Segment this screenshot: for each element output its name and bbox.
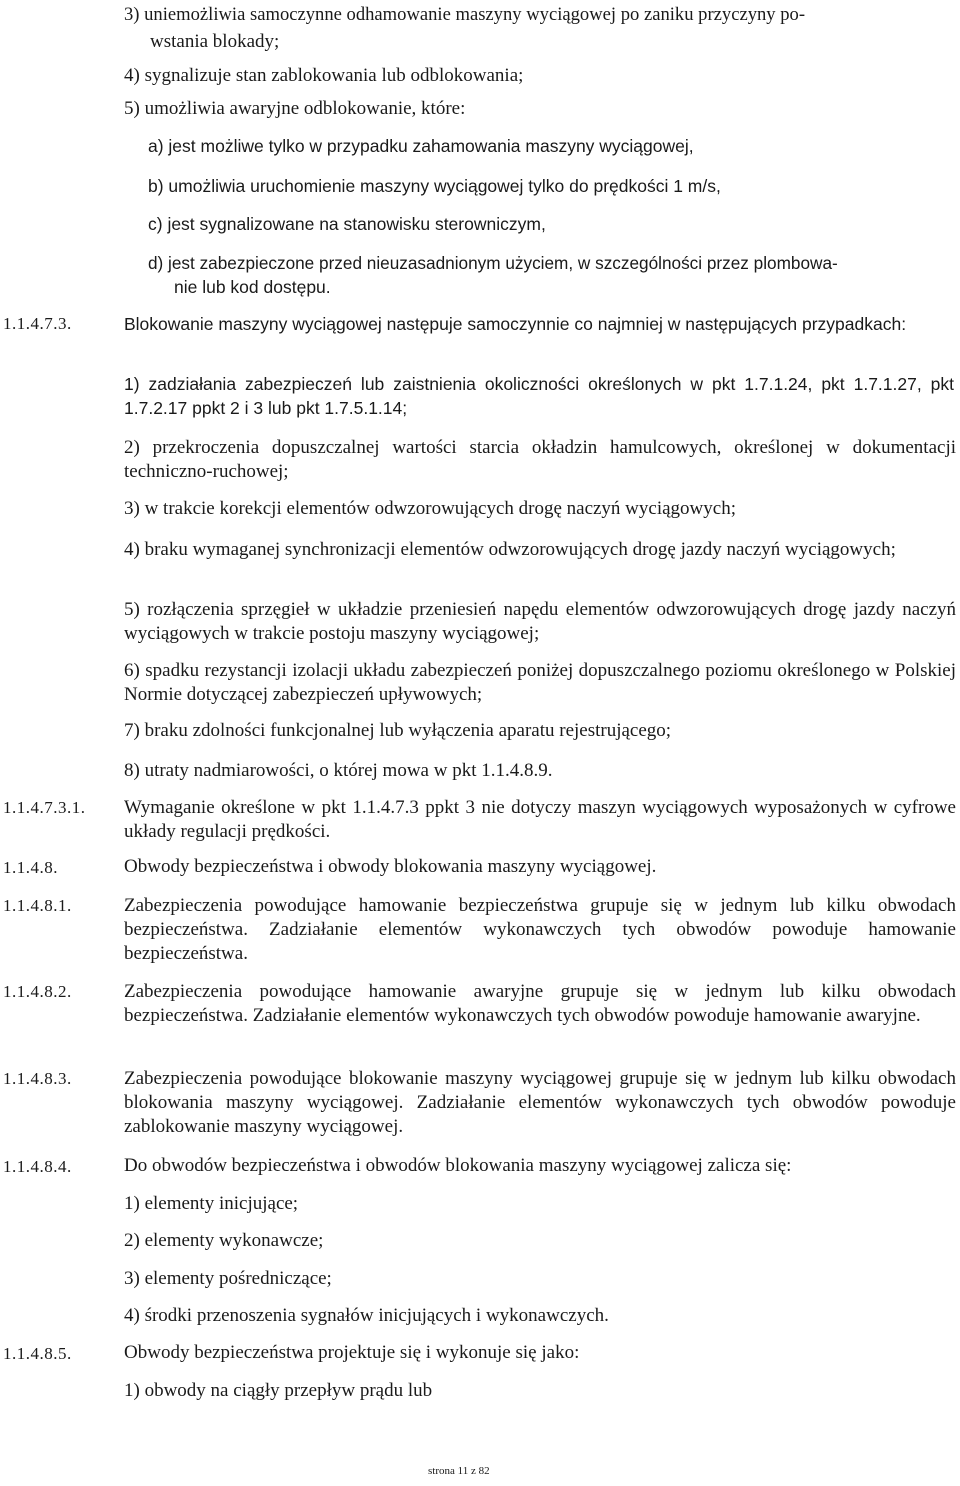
section-number: 1.1.4.8.4. (3, 1157, 72, 1176)
sub-list-item-continuation: nie lub kod dostępu. (174, 277, 331, 297)
list-item: 8) utraty nadmiarowości, o której mowa w pkt 1.1.4.8.9. (124, 760, 553, 781)
list-item: 3) w trakcie korekcji elementów odwzorowujących drogę naczyń wyciągowych; (124, 498, 736, 519)
section-number: 1.1.4.7.3.1. (3, 798, 86, 817)
section-number: 1.1.4.8.3. (3, 1069, 72, 1088)
section-text: Blokowanie maszyny wyciągowej następuje samoczynnie co najmniej w następujących przypadkach: (124, 314, 907, 334)
list-item: 1) elementy inicjujące; (124, 1193, 299, 1214)
list-item: 4) środki przenoszenia sygnałów inicjujących i wykonawczych. (124, 1305, 609, 1326)
sub-list-item: c) jest sygnalizowane na stanowisku sterowniczym, (148, 214, 546, 234)
list-item: 4) sygnalizuje stan zablokowania lub odblokowania; (124, 65, 524, 86)
list-item: 2) przekroczenia dopuszczalnej wartości starcia okładzin hamulcowych, określonej w dokumentacji techniczno-ruchowej; (124, 437, 956, 482)
section-text: Wymaganie określone w pkt 1.1.4.7.3 ppkt 3 nie dotyczy maszyn wyciągowych wyposażonych w cyfrowe układy regulacji prędkości. (124, 797, 956, 842)
section-heading: Obwody bezpieczeństwa i obwody blokowania maszyny wyciągowej. (124, 856, 657, 877)
sub-list-item: b) umożliwia uruchomienie maszyny wyciągowej tylko do prędkości 1 m/s, (148, 176, 721, 196)
sub-list-item: a) jest możliwe tylko w przypadku zahamowania maszyny wyciągowej, (148, 136, 694, 156)
list-item: 1) zadziałania zabezpieczeń lub zaistnienia okoliczności określonych w pkt 1.7.1.24, pkt 1.7.1.27, pkt 1.7.2.17 ppkt 2 i 3 lub pkt 1.7.5.1.14; (124, 374, 954, 418)
section-text: Zabezpieczenia powodujące blokowanie maszyny wyciągowej grupuje się w jednym lub kilku obwodach blokowania maszyny wyciągowej. Zadziałanie elementów wykonawczych tych obwodów powoduje zablokowanie maszyny wyciągowej. (124, 1068, 956, 1137)
list-item: 1) obwody na ciągły przepływ prądu lub (124, 1380, 433, 1401)
section-number: 1.1.4.8.5. (3, 1344, 72, 1363)
list-item: 5) rozłączenia sprzęgieł w układzie przeniesień napędu elementów odwzorowujących drogę jazdy naczyń wyciągowych w trakcie postoju maszyny wyciągowej; (124, 599, 956, 644)
list-item: 4) braku wymaganej synchronizacji elementów odwzorowujących drogę jazdy naczyń wyciągowych; (124, 539, 896, 560)
section-number: 1.1.4.7.3. (3, 314, 72, 333)
section-text: Do obwodów bezpieczeństwa i obwodów blokowania maszyny wyciągowej zalicza się: (124, 1155, 792, 1176)
section-text: Zabezpieczenia powodujące hamowanie awaryjne grupuje się w jednym lub kilku obwodach bezpieczeństwa. Zadziałanie elementów wykonawczych tych obwodów powoduje hamowanie awaryjne. (124, 981, 956, 1026)
list-item: 6) spadku rezystancji izolacji układu zabezpieczeń poniżej dopuszczalnego poziomu określonego w Polskiej Normie dotyczącej zabezpieczeń upływowych; (124, 660, 956, 705)
list-item: 7) braku zdolności funkcjonalnej lub wyłączenia aparatu rejestrującego; (124, 720, 672, 741)
section-number: 1.1.4.8.1. (3, 896, 72, 915)
list-item: 3) elementy pośredniczące; (124, 1268, 332, 1289)
section-text: Zabezpieczenia powodujące hamowanie bezpieczeństwa grupuje się w jednym lub kilku obwodach bezpieczeństwa. Zadziałanie elementów wykonawczych tych obwodów powoduje hamowanie bezpieczeństwa. (124, 895, 956, 964)
page-number: strona 11 z 82 (428, 1465, 490, 1477)
list-item: 2) elementy wykonawcze; (124, 1230, 324, 1251)
section-number: 1.1.4.8.2. (3, 982, 72, 1001)
list-item: 3) uniemożliwia samoczynne odhamowanie maszyny wyciągowej po zaniku przyczyny po- (124, 4, 806, 25)
section-text: Obwody bezpieczeństwa projektuje się i wykonuje się jako: (124, 1342, 580, 1363)
section-number: 1.1.4.8. (3, 858, 58, 877)
sub-list-item: d) jest zabezpieczone przed nieuzasadnionym użyciem, w szczególności przez plombowa- (148, 253, 838, 273)
list-item: 5) umożliwia awaryjne odblokowanie, które: (124, 98, 466, 119)
list-item-continuation: wstania blokady; (150, 31, 280, 52)
